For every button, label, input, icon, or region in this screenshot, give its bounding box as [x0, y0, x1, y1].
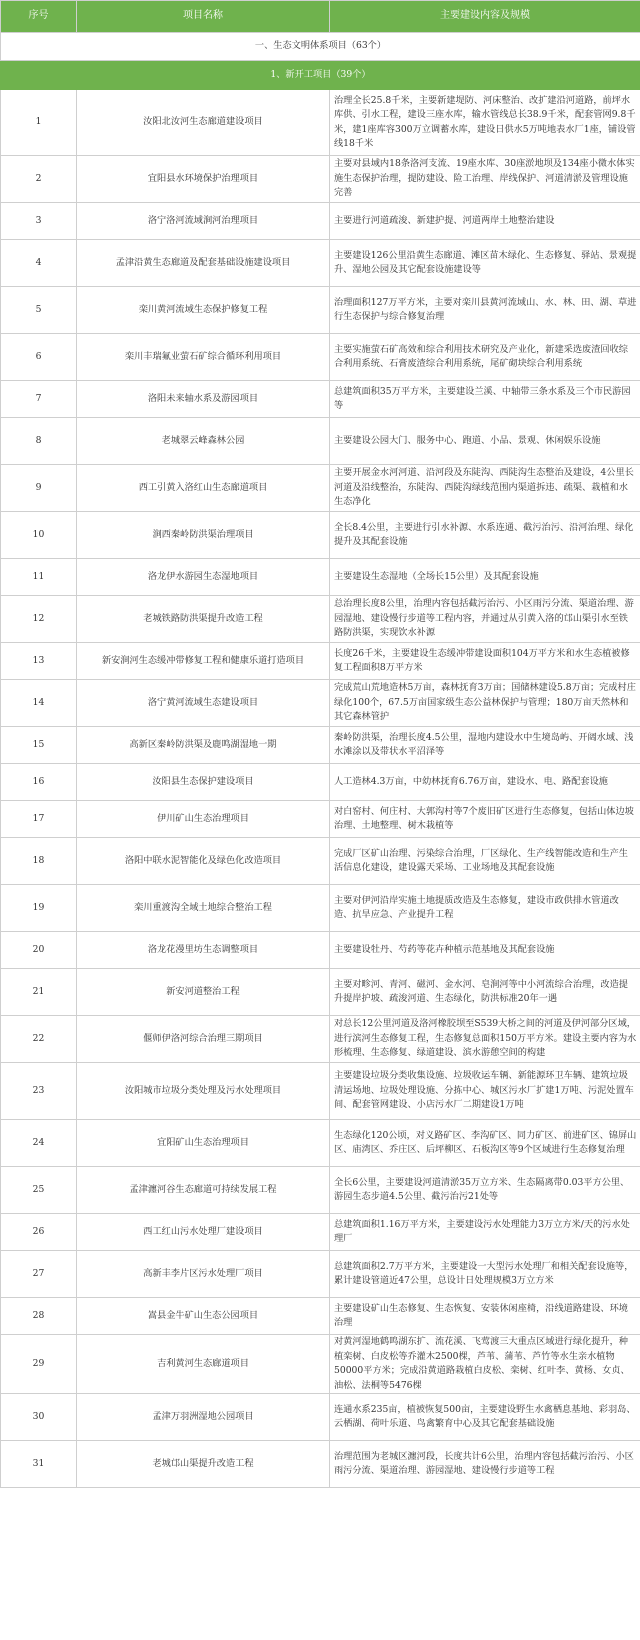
- row-number: 14: [1, 680, 77, 727]
- table-row: [1, 1441, 640, 1488]
- row-number: 3: [1, 203, 77, 240]
- project-content: 完成荒山荒地造林5万亩，森林抚育3万亩；国储林建设5.8万亩；完成村庄绿化100个，67.5万亩国家级生态公益林保护与管理；180万亩天然林和其它森林管护: [330, 680, 640, 727]
- row-number: 9: [1, 465, 77, 512]
- table-row: [1, 885, 640, 932]
- row-number: 20: [1, 932, 77, 969]
- project-content: 主要建设126公里沿黄生态廊道、滩区苗木绿化、生态修复、驿站、景观提升、湿地公园及其它配套设施建设等: [330, 240, 640, 287]
- table-row: [1, 465, 640, 512]
- project-name: 新安河道整治工程: [77, 969, 330, 1016]
- header-no: 序号: [1, 1, 77, 33]
- table-row: [1, 512, 640, 559]
- table-row: [1, 764, 640, 801]
- table-row: [1, 418, 640, 465]
- table-row: [1, 969, 640, 1016]
- section-title: 一、生态文明体系项目（63个）: [1, 33, 640, 61]
- project-content: 治理全长25.8千米，主要新建堤防、河床整治、改扩建沿河道路，前坪水库供、引水工程，建设三座水库，输水管线总长38.9千米，配套管网9.8千米，建1座库容300万立调蓄水库，建设日供水5万吨地表水厂1座，铺设管线18千米: [330, 90, 640, 156]
- project-name: 洛阳中联水泥智能化及绿色化改造项目: [77, 838, 330, 885]
- project-name: 吉利黄河生态廊道项目: [77, 1335, 330, 1394]
- project-content: 全长6公里，主要建设河道清淤35万立方米、生态隔离带0.03平方公里、游园生态步道4.5公里、截污治污21处等: [330, 1167, 640, 1214]
- project-name: 栾川丰瑞氟业萤石矿综合循环利用项目: [77, 334, 330, 381]
- row-number: 25: [1, 1167, 77, 1214]
- row-number: 26: [1, 1214, 77, 1251]
- project-content: 治理范围为老城区瀍河段，长度共计6公里，治理内容包括截污治污、小区雨污分流、渠道治理、游园湿地、建设慢行步道等工程: [330, 1441, 640, 1488]
- project-name: 伊川矿山生态治理项目: [77, 801, 330, 838]
- table-row: [1, 156, 640, 203]
- project-name: 高新丰李片区污水处理厂项目: [77, 1251, 330, 1298]
- table-row: [1, 381, 640, 418]
- project-name: 栾川重渡沟全域土地综合整治工程: [77, 885, 330, 932]
- row-number: 13: [1, 643, 77, 680]
- project-content: 主要对伊河沿岸实施土地提质改造及生态修复，建设市政供排水管道改造、抗旱应急、产业提升工程: [330, 885, 640, 932]
- row-number: 24: [1, 1120, 77, 1167]
- project-name: 孟津瀍河谷生态廊道可持续发展工程: [77, 1167, 330, 1214]
- project-name: 孟津沿黄生态廊道及配套基础设施建设项目: [77, 240, 330, 287]
- project-name: 高新区秦岭防洪渠及鹿鸣湖湿地一期: [77, 727, 330, 764]
- table-row: [1, 1298, 640, 1335]
- row-number: 31: [1, 1441, 77, 1488]
- project-name: 栾川黄河流域生态保护修复工程: [77, 287, 330, 334]
- project-name: 洛龙伊水游园生态湿地项目: [77, 559, 330, 596]
- table-row: [1, 1120, 640, 1167]
- project-name: 嵩县金牛矿山生态公园项目: [77, 1298, 330, 1335]
- table-row: [1, 643, 640, 680]
- project-name: 洛宁洛河流域涧河治理项目: [77, 203, 330, 240]
- table-row: [1, 287, 640, 334]
- row-number: 17: [1, 801, 77, 838]
- project-name: 宜阳矿山生态治理项目: [77, 1120, 330, 1167]
- table-row: [1, 240, 640, 287]
- row-number: 18: [1, 838, 77, 885]
- row-number: 16: [1, 764, 77, 801]
- row-number: 30: [1, 1394, 77, 1441]
- row-number: 22: [1, 1016, 77, 1063]
- project-name: 孟津万羽洲湿地公园项目: [77, 1394, 330, 1441]
- project-content: 总建筑面积1.16万平方米，主要建设污水处理能力3万立方米/天的污水处理厂: [330, 1214, 640, 1251]
- table-row: [1, 596, 640, 643]
- project-content: 全长8.4公里，主要进行引水补源、水系连通、截污治污、沿河治理、绿化提升及其配套设施: [330, 512, 640, 559]
- table-row: [1, 801, 640, 838]
- row-number: 7: [1, 381, 77, 418]
- project-content: 主要对县域内18条洛河支流、19座水库、30座淤地坝及134座小微水体实施生态保护治理，提防建设、险工治理、岸线保护、河道清淤及管理设施完善: [330, 156, 640, 203]
- table-row: [1, 680, 640, 727]
- row-number: 19: [1, 885, 77, 932]
- project-name: 洛宁黄河流域生态建设项目: [77, 680, 330, 727]
- project-content: 主要建设公园大门、服务中心、跑道、小品、景观、休闲娱乐设施: [330, 418, 640, 465]
- project-name: 老城铁路防洪渠提升改造工程: [77, 596, 330, 643]
- table-row: [1, 334, 640, 381]
- table-row: [1, 1167, 640, 1214]
- project-content: 对总长12公里河道及洛河橡胶坝至S539大桥之间的河道及伊河部分区域，进行滨河生态修复工程，生态修复总面积150万平方米。建设主要内容为水形梳理、生态修复、绿道建设、滨水游憩空间的构建: [330, 1016, 640, 1063]
- row-number: 15: [1, 727, 77, 764]
- project-content: 主要进行河道疏浚、新建护提、河道两岸土地整治建设: [330, 203, 640, 240]
- row-number: 1: [1, 90, 77, 156]
- project-name: 涧西秦岭防洪渠治理项目: [77, 512, 330, 559]
- project-name: 新安涧河生态缓冲带修复工程和健康乐道打造项目: [77, 643, 330, 680]
- row-number: 23: [1, 1063, 77, 1120]
- table-row: [1, 1335, 640, 1394]
- row-number: 11: [1, 559, 77, 596]
- row-number: 4: [1, 240, 77, 287]
- project-content: 人工造林4.3万亩，中幼林抚育6.76万亩，建设水、电、路配套设施: [330, 764, 640, 801]
- project-content: 主要建设垃圾分类收集设施、垃圾收运车辆、新能源环卫车辆、建筑垃圾清运场地、垃圾处理设施、分拣中心、城区污水厂扩建1万吨、污泥处置车间、配套管网建设、小店污水厂二期建设1万吨: [330, 1063, 640, 1120]
- project-content: 总建筑面积35万平方米，主要建设兰溪、中轴带三条水系及三个市民游园等: [330, 381, 640, 418]
- row-number: 21: [1, 969, 77, 1016]
- project-content: 主要对畛河、青河、磁河、金水河、皂涧河等中小河流综合治理，改造提升提岸护坡、疏浚河道、生态绿化，防洪标准20年一遇: [330, 969, 640, 1016]
- table-row: [1, 203, 640, 240]
- subsection-row: [1, 61, 640, 90]
- project-name: 汝阳城市垃圾分类处理及污水处理项目: [77, 1063, 330, 1120]
- project-content: 治理面积127万平方米，主要对栾川县黄河流域山、水、林、田、湖、草进行生态保护与综合修复治理: [330, 287, 640, 334]
- table-row: [1, 1394, 640, 1441]
- table-row: [1, 727, 640, 764]
- project-content: 完成厂区矿山治理、污染综合治理，厂区绿化、生产线智能改造和生产生活信息化建设，建设露天采场、工业场地及其配套设施: [330, 838, 640, 885]
- project-content: 长度26千米，主要建设生态缓冲带建设面积104万平方米和水生态植被修复工程面积8万平方米: [330, 643, 640, 680]
- row-number: 8: [1, 418, 77, 465]
- project-name: 宜阳县水环境保护治理项目: [77, 156, 330, 203]
- table-row: [1, 838, 640, 885]
- project-content: 总建筑面积2.7万平方米，主要建设一大型污水处理厂和相关配套设施等，累计建设管道近47公里，总设计日处理规模3万立方米: [330, 1251, 640, 1298]
- row-number: 29: [1, 1335, 77, 1394]
- project-content: 主要建设矿山生态修复、生态恢复、安装休闲座椅，沿线道路建设、环境治理: [330, 1298, 640, 1335]
- project-content: 对黄河湿地鹤鸣湖东扩、流花溪、飞莺渡三大重点区域进行绿化提升，种植栾树、白皮松等乔灌木2500棵，芦苇、蒲苇、芦竹等水生亲水植物50000平方米；完成沿黄道路栽植白皮松、栾树、红叶李、黄杨、女贞、油松、法桐等5476棵: [330, 1335, 640, 1394]
- table-row: [1, 1063, 640, 1120]
- row-number: 10: [1, 512, 77, 559]
- row-number: 5: [1, 287, 77, 334]
- project-content: 总治理长度8公里，治理内容包括截污治污、小区雨污分流、渠道治理、游园湿地、建设慢行步道等工程内容，并通过从引黄入洛的邙山渠引水至铁路防洪渠，实现饮水补源: [330, 596, 640, 643]
- table-row: [1, 90, 640, 156]
- table-header: [1, 1, 640, 33]
- project-name: 老城邙山渠提升改造工程: [77, 1441, 330, 1488]
- table-row: [1, 1214, 640, 1251]
- row-number: 2: [1, 156, 77, 203]
- project-name: 偃师伊洛河综合治理三期项目: [77, 1016, 330, 1063]
- project-name: 汝阳北汝河生态廊道建设项目: [77, 90, 330, 156]
- row-number: 28: [1, 1298, 77, 1335]
- project-content: 生态绿化120公顷，对义路矿区、李沟矿区、同力矿区、前进矿区、锦屏山区、庙湾区、乔庄区、后坪柳区、石板沟区等9个区域进行生态修复治理: [330, 1120, 640, 1167]
- row-number: 6: [1, 334, 77, 381]
- project-name: 洛龙花漫里坊生态调整项目: [77, 932, 330, 969]
- table-row: [1, 932, 640, 969]
- project-name: 西工引黄入洛红山生态廊道项目: [77, 465, 330, 512]
- section-row: [1, 33, 640, 61]
- project-content: 主要建设生态湿地（全场长15公里）及其配套设施: [330, 559, 640, 596]
- table-row: [1, 559, 640, 596]
- project-name: 西工红山污水处理厂建设项目: [77, 1214, 330, 1251]
- table-row: [1, 1016, 640, 1063]
- row-number: 12: [1, 596, 77, 643]
- project-name: 汝阳县生态保护建设项目: [77, 764, 330, 801]
- header-name: 项目名称: [77, 1, 330, 33]
- subsection-title: 1、新开工项目（39个）: [1, 61, 640, 90]
- header-content: 主要建设内容及规模: [330, 1, 640, 33]
- project-content: 主要开展金水河河道、沿河段及东陡沟、西陡沟生态整治及建设，4公里长河道及沿线整治，东陡沟、西陡沟绿线范围内渠道拆违、疏渠、栽植和水生态净化: [330, 465, 640, 512]
- project-content: 对白窑村、何庄村、大郭沟村等7个废旧矿区进行生态修复，包括山体边坡治理、土地整理、树木栽植等: [330, 801, 640, 838]
- project-name: 老城翠云峰森林公园: [77, 418, 330, 465]
- project-content: 主要实施萤石矿高效和综合利用技术研究及产业化，新建采选废渣回收综合利用系统、石膏废渣综合利用系统，尾矿砌块综合利用系统: [330, 334, 640, 381]
- project-content: 连通水系235亩，植被恢复500亩，主要建设野生水禽栖息基地、彩羽岛、云栖湖、荷叶乐道、鸟禽繁育中心及其它配套基础设施: [330, 1394, 640, 1441]
- row-number: 27: [1, 1251, 77, 1298]
- project-content: 主要建设牡丹、芍药等花卉种植示范基地及其配套设施: [330, 932, 640, 969]
- project-name: 洛阳未来轴水系及游园项目: [77, 381, 330, 418]
- table-row: [1, 1251, 640, 1298]
- project-content: 秦岭防洪渠，治理长度4.5公里，湿地内建设水中生境岛屿、开阔水域、浅水滩涂以及带状水平沼泽等: [330, 727, 640, 764]
